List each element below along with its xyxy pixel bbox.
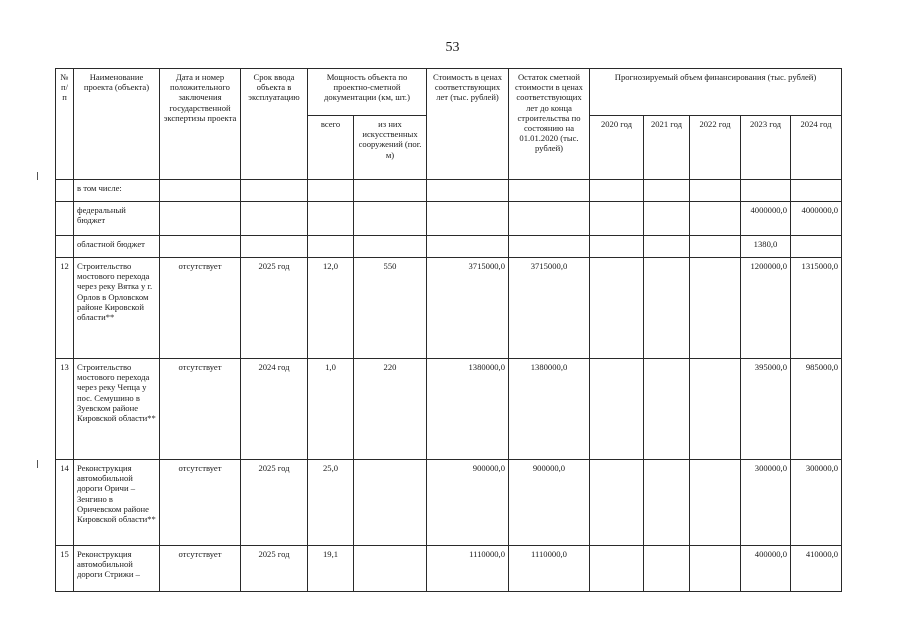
header-2024: 2024 год: [791, 116, 842, 180]
cell-art: [354, 460, 427, 546]
cell-name: Реконструкция автомобильной дороги Стрижи –: [74, 546, 160, 592]
cell-total: 19,1: [308, 546, 354, 592]
header-row: [56, 69, 842, 116]
cell-cost: 900000,0: [427, 460, 509, 546]
table-row-federal: [56, 202, 842, 236]
table-row-regional: [56, 236, 842, 258]
table-row-including: [56, 180, 842, 202]
row-name: федеральный бюджет: [74, 202, 160, 236]
scan-speck: [37, 172, 38, 180]
cell-expertise: отсутствует: [160, 460, 241, 546]
cell-2023: 400000,0: [741, 546, 791, 592]
cell-total: 25,0: [308, 460, 354, 546]
cell-2024: 300000,0: [791, 460, 842, 546]
cell-2024: 985000,0: [791, 359, 842, 460]
cell-name: Строительство мостового перехода через реку Чепца у пос. Семушино в Зуевском районе Кировской области**: [74, 359, 160, 460]
cell-num: 13: [56, 359, 74, 460]
cell-2024: 1315000,0: [791, 258, 842, 359]
cell-expertise: отсутствует: [160, 359, 241, 460]
cell-expertise: отсутствует: [160, 258, 241, 359]
header-capacity-art: из них искусственных сооружений (пог. м): [354, 116, 427, 180]
cell-total: 1,0: [308, 359, 354, 460]
row-name: в том числе:: [74, 180, 160, 202]
header-2020: 2020 год: [590, 116, 644, 180]
header-term: Срок ввода объекта в эксплуатацию: [241, 69, 308, 180]
cell-remainder: 900000,0: [509, 460, 590, 546]
header-capacity: Мощность объекта по проектно-сметной документации (км, шт.): [308, 69, 427, 116]
cell-num: 15: [56, 546, 74, 592]
page-number: 53: [445, 40, 460, 55]
cell-art: [354, 546, 427, 592]
header-name: Наименование проекта (объекта): [74, 69, 160, 180]
cell-num: 12: [56, 258, 74, 359]
cell-term: 2025 год: [241, 258, 308, 359]
cell-2023: 395000,0: [741, 359, 791, 460]
cell-name: Строительство мостового перехода через реку Вятка у г. Орлов в Орловском районе Кировской области**: [74, 258, 160, 359]
header-cost: Стоимость в ценах соответствующих лет (тыс. рублей): [427, 69, 509, 180]
cell-term: 2025 год: [241, 546, 308, 592]
header-financing: Прогнозируемый объем финансирования (тыс. рублей): [590, 69, 842, 116]
cell-cost: 1110000,0: [427, 546, 509, 592]
cell-2024: 410000,0: [791, 546, 842, 592]
table-row: [56, 258, 842, 359]
cell-2023: 4000000,0: [741, 202, 791, 236]
cell-term: 2025 год: [241, 460, 308, 546]
cell-total: 12,0: [308, 258, 354, 359]
header-2021: 2021 год: [644, 116, 690, 180]
cell-2023: 1200000,0: [741, 258, 791, 359]
cell-remainder: 3715000,0: [509, 258, 590, 359]
row-name: областной бюджет: [74, 236, 160, 258]
header-remainder: Остаток сметной стоимости в ценах соответствующих лет до конца строительства по состоянию на 01.01.2020 (тыс. рублей): [509, 69, 590, 180]
table-row: [56, 460, 842, 546]
cell-num: 14: [56, 460, 74, 546]
header-num: № п/п: [56, 69, 74, 180]
cell-remainder: 1110000,0: [509, 546, 590, 592]
cell-art: 220: [354, 359, 427, 460]
cell-art: 550: [354, 258, 427, 359]
cell-expertise: отсутствует: [160, 546, 241, 592]
cell-remainder: 1380000,0: [509, 359, 590, 460]
header-expertise: Дата и номер положительного заключения государственной экспертизы проекта: [160, 69, 241, 180]
cell-name: Реконструкция автомобильной дороги Оричи – Зенгино в Оричевском районе Кировской области**: [74, 460, 160, 546]
scan-speck: [37, 460, 38, 468]
cell-2023: 300000,0: [741, 460, 791, 546]
table-row: [56, 359, 842, 460]
header-2023: 2023 год: [741, 116, 791, 180]
cell-2024: 4000000,0: [791, 202, 842, 236]
cell-cost: 1380000,0: [427, 359, 509, 460]
table-row: [56, 546, 842, 592]
cell-2023: 1380,0: [741, 236, 791, 258]
cell-cost: 3715000,0: [427, 258, 509, 359]
header-2022: 2022 год: [690, 116, 741, 180]
financing-table: [55, 68, 842, 592]
header-capacity-total: всего: [308, 116, 354, 180]
cell-term: 2024 год: [241, 359, 308, 460]
